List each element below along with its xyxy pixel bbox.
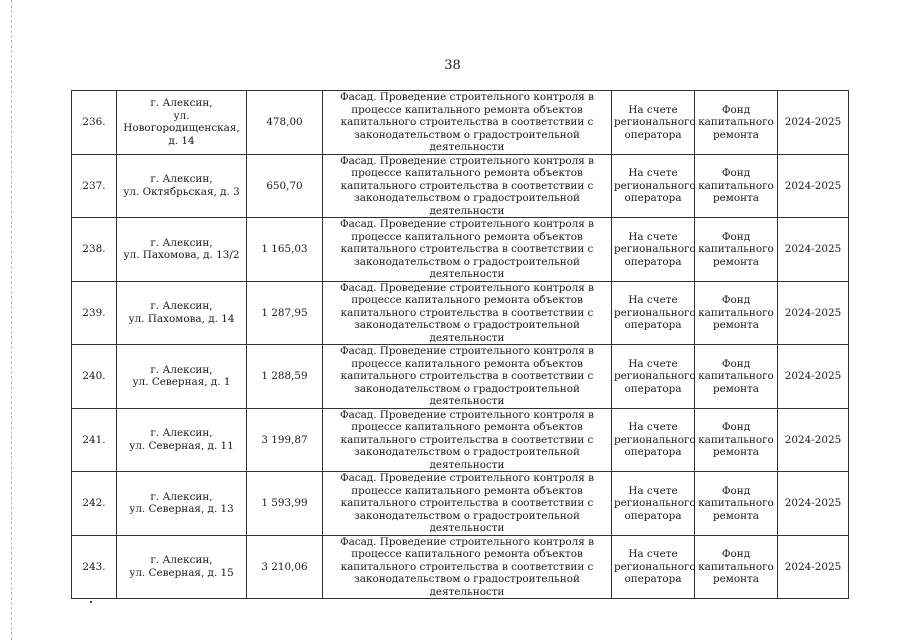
funding-source-cell xyxy=(695,154,778,218)
row-number xyxy=(72,408,117,472)
row-number xyxy=(72,535,117,599)
row-number-text: 238. xyxy=(82,243,106,255)
description-cell-text: Фасад. Проведение строительного контроля в процессе капитального ремонта объектов капитального строительства в соответствии с законодательством о градостроительной деятельности xyxy=(339,472,595,534)
address-line: ул. Северная, д. 11 xyxy=(129,439,234,452)
period-cell-text: 2024-2025 xyxy=(784,497,842,509)
address-line: ул. Северная, д. 1 xyxy=(132,376,231,389)
account-cell-text: На счете регионального оператора xyxy=(614,167,696,204)
amount-cell xyxy=(247,91,323,155)
table-row xyxy=(72,345,849,409)
funding-source-cell xyxy=(695,472,778,536)
table-row xyxy=(72,218,849,282)
address-cell xyxy=(117,154,247,218)
funding-source-cell xyxy=(695,408,778,472)
binding-margin-line xyxy=(11,0,12,640)
table-row xyxy=(72,91,849,155)
description-cell xyxy=(323,345,612,409)
page-number: 38 xyxy=(444,58,461,73)
description-cell xyxy=(323,535,612,599)
funding-source-cell xyxy=(695,91,778,155)
description-cell-text: Фасад. Проведение строительного контроля в процессе капитального ремонта объектов капитального строительства в соответствии с законодательством о градостроительной деятельности xyxy=(339,345,595,407)
account-cell xyxy=(612,281,695,345)
funding-source-cell-text: Фонд капитального ремонта xyxy=(698,167,774,204)
account-cell-text: На счете регионального оператора xyxy=(614,230,696,268)
period-cell-text: 2024-2025 xyxy=(784,116,842,128)
amount-cell-text: 650,70 xyxy=(266,179,303,192)
period-cell xyxy=(778,535,849,599)
description-cell xyxy=(323,154,612,218)
table-body xyxy=(72,91,849,599)
scan-dot xyxy=(90,601,92,603)
description-cell-text: Фасад. Проведение строительного контроля в процессе капитального ремонта объектов капитального строительства в соответствии с законодательством о градостроительной деятельности xyxy=(339,281,595,344)
funding-source-cell-text: Фонд капитального ремонта xyxy=(698,421,774,458)
works-table xyxy=(71,90,849,599)
address-line: г. Алексин, xyxy=(150,427,213,440)
address-line: ул. Пахомова, д. 14 xyxy=(128,312,235,325)
address-line: г. Алексин, xyxy=(150,97,213,110)
amount-cell xyxy=(247,154,323,218)
amount-cell-text: 478,00 xyxy=(266,116,303,128)
row-number xyxy=(72,154,117,218)
description-cell xyxy=(323,281,612,345)
address-line: д. 14 xyxy=(168,134,195,147)
period-cell xyxy=(778,281,849,345)
description-cell-text: Фасад. Проведение строительного контроля в процессе капитального ремонта объектов капитального строительства в соответствии с законодательством о градостроительной деятельности xyxy=(339,535,595,598)
period-cell-text: 2024-2025 xyxy=(784,243,842,255)
account-cell xyxy=(612,535,695,599)
row-number-text: 240. xyxy=(82,370,106,382)
row-number xyxy=(72,91,117,155)
table-row xyxy=(72,408,849,472)
account-cell-text: На счете регионального оператора xyxy=(614,103,696,141)
amount-cell xyxy=(247,345,323,409)
table-row xyxy=(72,154,849,218)
account-cell-text: На счете регионального оператора xyxy=(614,357,696,395)
period-cell xyxy=(778,472,849,536)
funding-source-cell-text: Фонд капитального ремонта xyxy=(698,484,774,522)
row-number-text: 239. xyxy=(82,306,106,319)
description-cell xyxy=(323,91,612,155)
funding-source-cell-text: Фонд капитального ремонта xyxy=(698,230,774,268)
amount-cell-text: 3 199,87 xyxy=(261,433,308,446)
address-line: ул. Новогородищенская, xyxy=(123,109,240,135)
funding-source-cell-text: Фонд капитального ремонта xyxy=(698,548,774,585)
amount-cell xyxy=(247,535,323,599)
row-number-text: 242. xyxy=(82,497,106,509)
period-cell xyxy=(778,345,849,409)
description-cell xyxy=(323,218,612,282)
account-cell xyxy=(612,218,695,282)
address-line: г. Алексин, xyxy=(150,554,213,567)
description-cell xyxy=(323,472,612,536)
table-row xyxy=(72,535,849,599)
address-cell xyxy=(117,472,247,536)
table-row xyxy=(72,281,849,345)
address-line: г. Алексин, xyxy=(150,300,213,313)
account-cell xyxy=(612,91,695,155)
description-cell-text: Фасад. Проведение строительного контроля в процессе капитального ремонта объектов капитального строительства в соответствии с законодательством о градостроительной деятельности xyxy=(339,218,595,280)
description-cell-text: Фасад. Проведение строительного контроля в процессе капитального ремонта объектов капитального строительства в соответствии с законодательством о градостроительной деятельности xyxy=(339,91,595,153)
table-row xyxy=(72,472,849,536)
address-line: г. Алексин, xyxy=(150,236,213,249)
address-cell xyxy=(117,281,247,345)
period-cell-text: 2024-2025 xyxy=(784,370,842,382)
funding-source-cell-text: Фонд капитального ремонта xyxy=(698,103,774,141)
address-line: ул. Северная, д. 15 xyxy=(129,566,234,579)
period-cell xyxy=(778,408,849,472)
period-cell-text: 2024-2025 xyxy=(784,306,842,319)
funding-source-cell-text: Фонд капитального ремонта xyxy=(698,357,774,395)
account-cell xyxy=(612,154,695,218)
amount-cell-text: 1 288,59 xyxy=(261,370,308,382)
amount-cell xyxy=(247,281,323,345)
funding-source-cell xyxy=(695,218,778,282)
amount-cell-text: 3 210,06 xyxy=(261,560,308,573)
row-number-text: 241. xyxy=(82,433,106,446)
period-cell-text: 2024-2025 xyxy=(784,179,842,192)
period-cell-text: 2024-2025 xyxy=(784,433,842,446)
description-cell-text: Фасад. Проведение строительного контроля в процессе капитального ремонта объектов капитального строительства в соответствии с законодательством о градостроительной деятельности xyxy=(339,408,595,471)
period-cell xyxy=(778,218,849,282)
amount-cell xyxy=(247,218,323,282)
row-number xyxy=(72,345,117,409)
description-cell xyxy=(323,408,612,472)
row-number-text: 243. xyxy=(82,560,106,573)
funding-source-cell xyxy=(695,535,778,599)
address-line: ул. Октябрьская, д. 3 xyxy=(123,185,240,198)
address-line: ул. Северная, д. 13 xyxy=(129,503,234,516)
row-number xyxy=(72,281,117,345)
address-line: г. Алексин, xyxy=(150,173,213,186)
address-line: ул. Пахомова, д. 13/2 xyxy=(123,249,240,262)
row-number-text: 236. xyxy=(82,116,106,128)
account-cell xyxy=(612,345,695,409)
address-line: г. Алексин, xyxy=(150,363,213,376)
description-cell-text: Фасад. Проведение строительного контроля в процессе капитального ремонта объектов капитального строительства в соответствии с законодательством о градостроительной деятельности xyxy=(339,154,595,217)
address-cell xyxy=(117,345,247,409)
amount-cell-text: 1 287,95 xyxy=(261,306,308,319)
amount-cell xyxy=(247,472,323,536)
address-line: г. Алексин, xyxy=(150,490,213,503)
account-cell-text: На счете регионального оператора xyxy=(614,421,696,458)
amount-cell-text: 1 165,03 xyxy=(261,243,308,255)
amount-cell xyxy=(247,408,323,472)
funding-source-cell xyxy=(695,281,778,345)
row-number xyxy=(72,472,117,536)
account-cell-text: На счете регионального оператора xyxy=(614,294,696,331)
row-number xyxy=(72,218,117,282)
account-cell xyxy=(612,472,695,536)
account-cell-text: На счете регионального оператора xyxy=(614,484,696,522)
address-cell xyxy=(117,408,247,472)
account-cell xyxy=(612,408,695,472)
row-number-text: 237. xyxy=(82,179,106,192)
funding-source-cell xyxy=(695,345,778,409)
funding-source-cell-text: Фонд капитального ремонта xyxy=(698,294,774,331)
period-cell xyxy=(778,91,849,155)
period-cell xyxy=(778,154,849,218)
address-cell xyxy=(117,218,247,282)
period-cell-text: 2024-2025 xyxy=(784,560,842,573)
address-cell xyxy=(117,91,247,155)
address-cell xyxy=(117,535,247,599)
account-cell-text: На счете регионального оператора xyxy=(614,548,696,585)
amount-cell-text: 1 593,99 xyxy=(261,497,308,509)
